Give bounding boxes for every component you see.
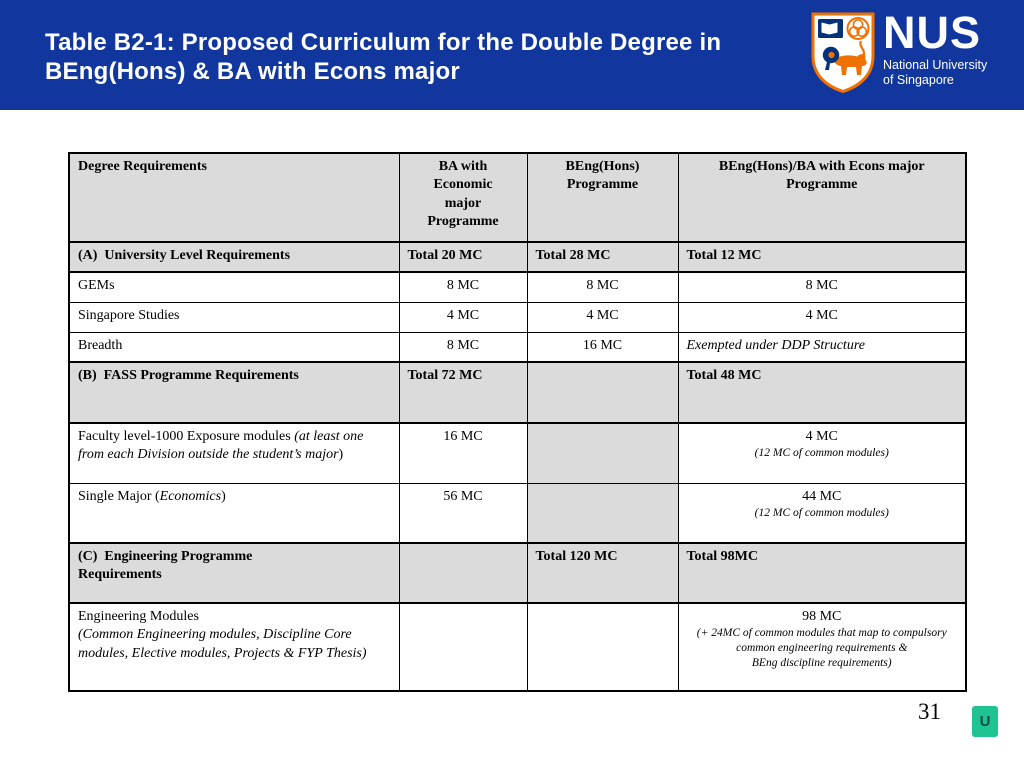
table-cell: Singapore Studies — [69, 302, 399, 332]
table-cell: (A) University Level Requirements — [69, 242, 399, 272]
nus-acronym: NUS — [883, 7, 982, 58]
curriculum-table-body — [69, 242, 966, 691]
column-header: BEng(Hons)/BA with Econs major Programme — [678, 153, 966, 242]
table-cell — [399, 543, 527, 603]
single-major — [69, 483, 966, 543]
page-title-line1: Table B2-1: Proposed Curriculum for the Double Degree in — [45, 29, 722, 56]
table-cell: 4 MC (12 MC of common modules) — [678, 423, 966, 483]
nus-logo-text — [883, 7, 988, 88]
column-header: BEng(Hons) Programme — [527, 153, 678, 242]
table-cell: Total 28 MC — [527, 242, 678, 272]
table-cell — [399, 603, 527, 691]
table-cell — [527, 423, 678, 483]
table-cell: Total 72 MC — [399, 362, 527, 423]
column-header: Degree Requirements — [69, 153, 399, 242]
column-header: BA with Economic major Programme — [399, 153, 527, 242]
table-cell: Exempted under DDP Structure — [678, 332, 966, 362]
gems — [69, 272, 966, 302]
table-cell: Faculty level-1000 Exposure modules (at least one from each Division outside the student’s major) — [69, 423, 399, 483]
nus-shield-icon — [810, 12, 876, 99]
column-header-row — [69, 153, 966, 242]
table-cell: Breadth — [69, 332, 399, 362]
page-title — [45, 28, 721, 86]
curriculum-table — [68, 152, 967, 692]
table-cell: 8 MC — [678, 272, 966, 302]
u-badge-letter: U — [979, 713, 991, 730]
table-cell: 56 MC — [399, 483, 527, 543]
engineering-programme-requirements — [69, 543, 966, 603]
page-number: 31 — [918, 699, 941, 724]
table-cell — [527, 603, 678, 691]
table-cell: (B) FASS Programme Requirements — [69, 362, 399, 423]
faculty-exposure-modules — [69, 423, 966, 483]
table-cell: 8 MC — [399, 272, 527, 302]
top-bar — [0, 0, 1024, 110]
engineering-modules — [69, 603, 966, 691]
table-cell: Total 120 MC — [527, 543, 678, 603]
table-cell: 4 MC — [527, 302, 678, 332]
table-cell: (C) Engineering Programme Requirements — [69, 543, 399, 603]
nus-institution: National University of Singapore — [883, 58, 988, 87]
table-cell: 98 MC (+ 24MC of common modules that map to compulsory common engineering requirements & BEng discipline requirements) — [678, 603, 966, 691]
u-badge — [972, 706, 998, 737]
table-cell: GEMs — [69, 272, 399, 302]
breadth — [69, 332, 966, 362]
table-cell: Total 48 MC — [678, 362, 966, 423]
page-title-line2: BEng(Hons) & BA with Econs major — [45, 58, 460, 85]
table-cell: Total 12 MC — [678, 242, 966, 272]
table-cell: 8 MC — [399, 332, 527, 362]
table-cell: 44 MC (12 MC of common modules) — [678, 483, 966, 543]
table-cell: 4 MC — [399, 302, 527, 332]
table-cell: 16 MC — [527, 332, 678, 362]
singapore-studies — [69, 302, 966, 332]
table-cell: Single Major (Economics) — [69, 483, 399, 543]
table-cell: Total 20 MC — [399, 242, 527, 272]
table-cell: Total 98MC — [678, 543, 966, 603]
table-cell — [527, 362, 678, 423]
table-cell: 16 MC — [399, 423, 527, 483]
nus-logo — [810, 7, 988, 99]
table-cell: Engineering Modules (Common Engineering modules, Discipline Core modules, Elective modules, Projects & FYP Thesis) — [69, 603, 399, 691]
table-cell — [527, 483, 678, 543]
table-cell: 8 MC — [527, 272, 678, 302]
fass-programme-requirements — [69, 362, 966, 423]
table-cell: 4 MC — [678, 302, 966, 332]
university-level-requirements — [69, 242, 966, 272]
